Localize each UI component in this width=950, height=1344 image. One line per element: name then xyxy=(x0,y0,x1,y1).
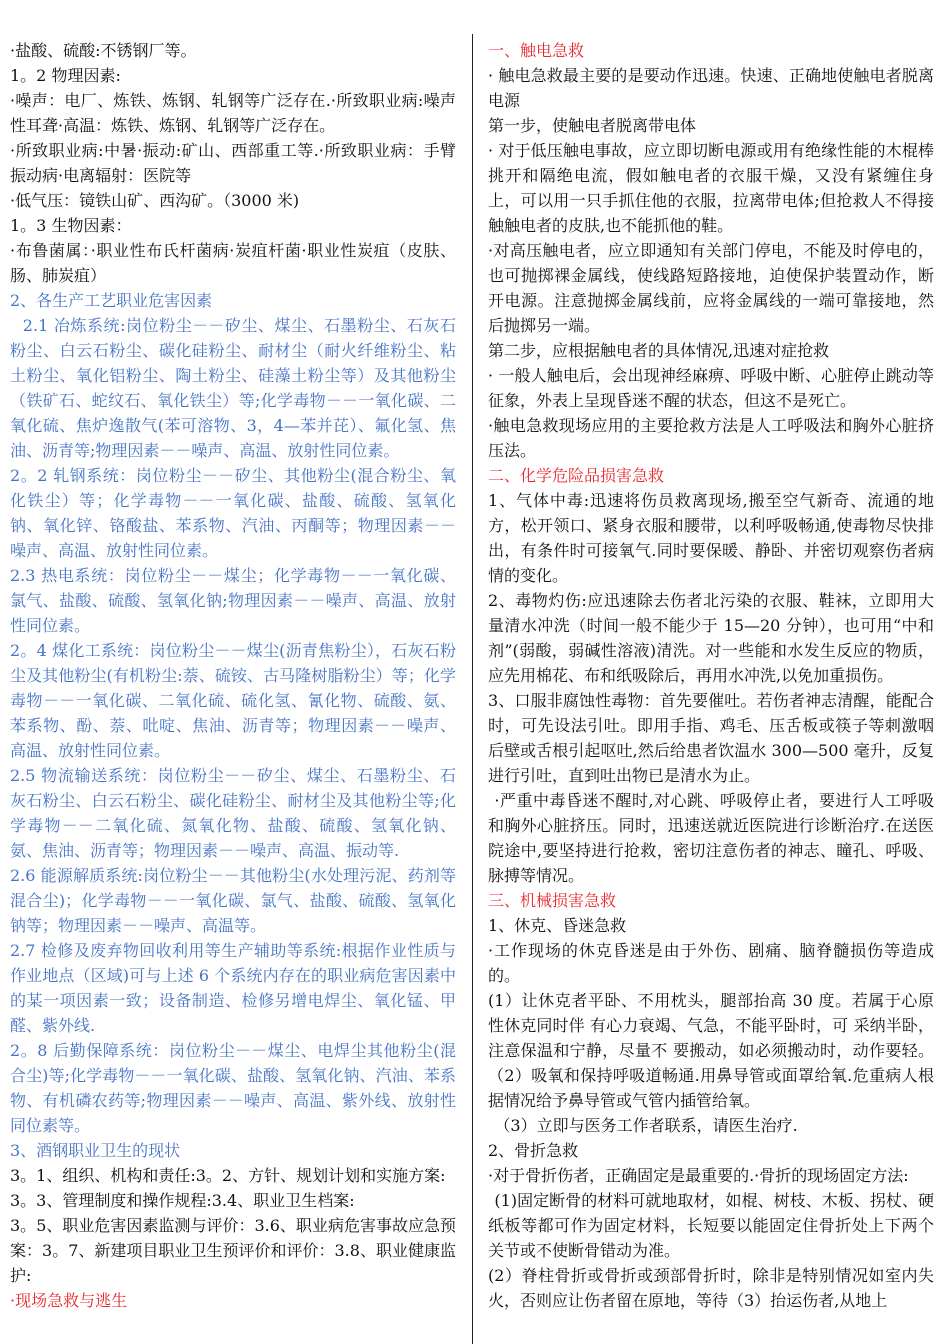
section-heading-right-13: 三、机械损害急救 xyxy=(488,891,617,910)
paragraph-left-9: 2。2 轧钢系统：岗位粉尘－－矽尘、其他粉尘(混合粉尘、氧化铁尘）等；化学毒物－－一氧化碳、盐酸、硫酸、氢氧化钠、氧化锌、铬酸盐、苯系物、汽油、丙酮等；物理因素－－噪声、高温、放射性同位素。 xyxy=(10,466,456,560)
paragraph-right-15: ·工作现场的休克昏迷是由于外伤、剧痛、脑脊髓损伤等造成的。 xyxy=(488,941,934,985)
left-column xyxy=(10,38,456,1344)
paragraph-right-9: 1、气体中毒:迅速将伤员救离现场,搬至空气新奇、流通的地方，松开领口、紧身衣服和腰带，以利呼吸畅通,使毒物尽快排出，有条件时可接氧气.同时要保暖、静卧、并密切观察伤者病情的变化。 xyxy=(488,491,934,585)
paragraph-left-3: ·所致职业病:中暑·振动:矿山、西部重工等.·所致职业病：手臂振动病·电离辐射：医院等 xyxy=(10,141,456,185)
paragraph-right-21: (2）脊柱骨折或骨折或颈部骨折时，除非是特别情况如室内失火，否则应让伤者留在原地，等待（3）抬运伤者,从地上 xyxy=(488,1266,934,1310)
paragraph-right-10: 2、毒物灼伤:应迅速除去伤者北污染的衣服、鞋袜，立即用大量清水冲洗（时间一般不能少于 15—20 分钟），也可用“中和剂”(弱酸，弱碱性溶液)清洗。对一些能和水发生反应的物质，应先用棉花、布和纸吸除后，再用水冲洗,以免加重损伤。 xyxy=(488,591,934,685)
paragraph-right-2: 第一步，使触电者脱离带电体 xyxy=(488,116,697,135)
paragraph-right-1: · 触电急救最主要的是要动作迅速。快速、正确地使触电者脱离电源 xyxy=(488,66,934,110)
paragraph-right-14: 1、休克、昏迷急救 xyxy=(488,916,627,935)
paragraph-left-7: 2、各生产工艺职业危害因素 xyxy=(10,291,213,310)
paragraph-right-20: (1)固定断骨的材料可就地取材，如棍、树枝、木板、拐杖、硬纸板等都可作为固定材料，长短要以能固定住骨折处上下两个关节或不使断骨错动为准。 xyxy=(488,1191,934,1260)
paragraph-right-7: ·触电急救现场应用的主要抢救方法是人工呼吸法和胸外心脏挤压法。 xyxy=(488,416,934,460)
paragraph-right-4: ·对高压触电者，应立即通知有关部门停电，不能及时停电的，也可抛掷裸金属线，使线路短路接地，迫使保护装置动作，断开电源。注意抛掷金属线前，应将金属线的一端可靠接地，然后抛掷另一端。 xyxy=(488,241,934,335)
paragraph-left-14: 2.7 检修及废弃物回收利用等生产辅助等系统:根据作业性质与作业地点（区域)可与上述 6 个系统内存在的职业病危害因素中的某一项因素一致；设备制造、检修另增电焊尘、氧化锰、甲醛、紫外线. xyxy=(10,941,456,1035)
paragraph-right-12: ·严重中毒昏迷不醒时,对心跳、呼吸停止者，要进行人工呼吸和胸外心脏挤压。同时，迅速送就近医院进行诊断治疗.在送医院途中,要坚持进行抢救，密切注意伤者的神志、瞳孔、呼吸、脉搏等情况。 xyxy=(488,791,934,885)
paragraph-left-19: 3。5、职业危害因素监测与评价：3.6、职业病危害事故应急预案：3。7、新建项目职业卫生预评价和评价：3.8、职业健康监护: xyxy=(10,1216,456,1285)
paragraph-right-17: （3）立即与医务工作者联系，请医生治疗. xyxy=(494,1116,798,1135)
paragraph-right-16: (1）让休克者平卧、不用枕头，腿部抬高 30 度。若属于心原性休克同时伴 有心力衰竭、气急，不能平卧时，可 采纳半卧，注意保温和宁静，尽量不 要搬动，如必须搬动时，动作要轻。（2）吸氧和保持呼吸道畅通.用鼻导管或面罩给氧.危重病人根据情况给予鼻导管或气管内插管给氧。 xyxy=(488,991,934,1110)
paragraph-right-19: ·对于骨折伤者，正确固定是最重要的.·骨折的现场固定方法: xyxy=(488,1166,909,1185)
paragraph-left-17: 3。1、组织、机构和责任:3。2、方针、规划计划和实施方案: xyxy=(10,1166,446,1185)
paragraph-left-12: 2.5 物流输送系统：岗位粉尘－－矽尘、煤尘、石墨粉尘、石灰石粉尘、白云石粉尘、碳化硅粉尘、耐材尘及其他粉尘等;化学毒物－－二氧化硫、氮氧化物、盐酸、硫酸、氢氧化钠、氨、焦油、沥青等；物理因素－－噪声、高温、振动等. xyxy=(10,766,456,860)
paragraph-left-18: 3。3、管理制度和操作规程:3.4、职业卫生档案: xyxy=(10,1191,355,1210)
paragraph-right-3: · 对于低压触电事故，应立即切断电源或用有绝缘性能的木棍棒挑开和隔绝电流，假如触电者的衣服干燥，又没有紧缠住身上，可以用一只手抓住他的衣服，拉离带电体;但抢救人不得接触触电者的皮肤,也不能抓他的鞋。 xyxy=(488,141,934,235)
paragraph-left-6: ·布鲁菌属：·职业性布氏杆菌病·炭疽杆菌·职业性炭疽（皮肤、肠、肺炭疽） xyxy=(10,241,456,285)
section-heading-right-0: 一、触电急救 xyxy=(488,41,585,60)
paragraph-right-6: · 一般人触电后，会出现神经麻痹、呼吸中断、心脏停止跳动等征象，外表上呈现昏迷不醒的状态，但这不是死亡。 xyxy=(488,366,934,410)
paragraph-right-18: 2、骨折急救 xyxy=(488,1141,579,1160)
paragraph-left-13: 2.6 能源解质系统:岗位粉尘－－其他粉尘(水处理污泥、药剂等混合尘)；化学毒物－－一氧化碳、氯气、盐酸、硫酸、氢氧化钠等；物理因素－－噪声、高温等。 xyxy=(10,866,456,935)
paragraph-left-16: 3、酒钢职业卫生的现状 xyxy=(10,1141,181,1160)
paragraph-right-5: 第二步，应根据触电者的具体情况,迅速对症抢救 xyxy=(488,341,830,360)
column-divider xyxy=(472,34,473,1344)
paragraph-left-4: ·低气压：镜铁山矿、西沟矿。（3000 米) xyxy=(10,191,300,210)
paragraph-left-5: 1。3 生物因素： xyxy=(10,216,132,235)
paragraph-left-11: 2。4 煤化工系统：岗位粉尘－－煤尘(沥青焦粉尘），石灰石粉尘及其他粉尘(有机粉尘:萘、硫铵、古马隆树脂粉尘）等；化学毒物－－一氧化碳、二氧化硫、硫化氢、氰化物、硫酸、氨、苯系物、酚、萘、吡啶、焦油、沥青等；物理因素－－噪声、高温、放射性同位素。 xyxy=(10,641,456,760)
section-heading-right-8: 二、化学危险品损害急救 xyxy=(488,466,665,485)
section-heading-left-20: ·现场急救与逃生 xyxy=(10,1291,128,1310)
paragraph-left-15: 2。8 后勤保障系统：岗位粉尘－－煤尘、电焊尘其他粉尘(混合尘)等;化学毒物－－一氧化碳、盐酸、氢氧化钠、汽油、苯系物、有机磷农药等;物理因素－－噪声、高温、紫外线、放射性同位素等。 xyxy=(10,1041,456,1135)
paragraph-right-11: 3、口服非腐蚀性毒物：首先要催吐。若伤者神志清醒，能配合时，可先设法引吐。即用手指、鸡毛、压舌板或筷子等刺激咽后壁或舌根引起呕吐,然后给患者饮温水 300—500 毫升，反复进行引吐，直到吐出物已是清水为止。 xyxy=(488,691,934,785)
paragraph-left-2: ·噪声：电厂、炼铁、炼钢、轧钢等广泛存在.·所致职业病:噪声性耳聋·高温：炼铁、炼钢、轧钢等广泛存在。 xyxy=(10,91,456,135)
paragraph-left-1: 1。2 物理因素: xyxy=(10,66,121,85)
paragraph-left-10: 2.3 热电系统：岗位粉尘－－煤尘；化学毒物－－一氧化碳、氯气、盐酸、硫酸、氢氧化钠;物理因素－－噪声、高温、放射性同位素。 xyxy=(10,566,456,635)
paragraph-left-0: ·盐酸、硫酸:不锈钢厂等。 xyxy=(10,41,197,60)
right-column xyxy=(488,38,934,1344)
paragraph-left-8: 2.1 冶炼系统:岗位粉尘－－矽尘、煤尘、石墨粉尘、石灰石粉尘、白云石粉尘、碳化硅粉尘、耐材尘（耐火纤维粉尘、粘土粉尘、氧化铝粉尘、陶土粉尘、硅藻土粉尘等）及其他粉尘（铁矿石、蛇纹石、氧化铁尘）等;化学毒物－－一氧化碳、二氧化硫、焦炉逸散气(苯可溶物、3，4—苯并芘）、氟化氢、焦油、沥青等;物理因素－－噪声、高温、放射性同位素。 xyxy=(10,316,456,460)
